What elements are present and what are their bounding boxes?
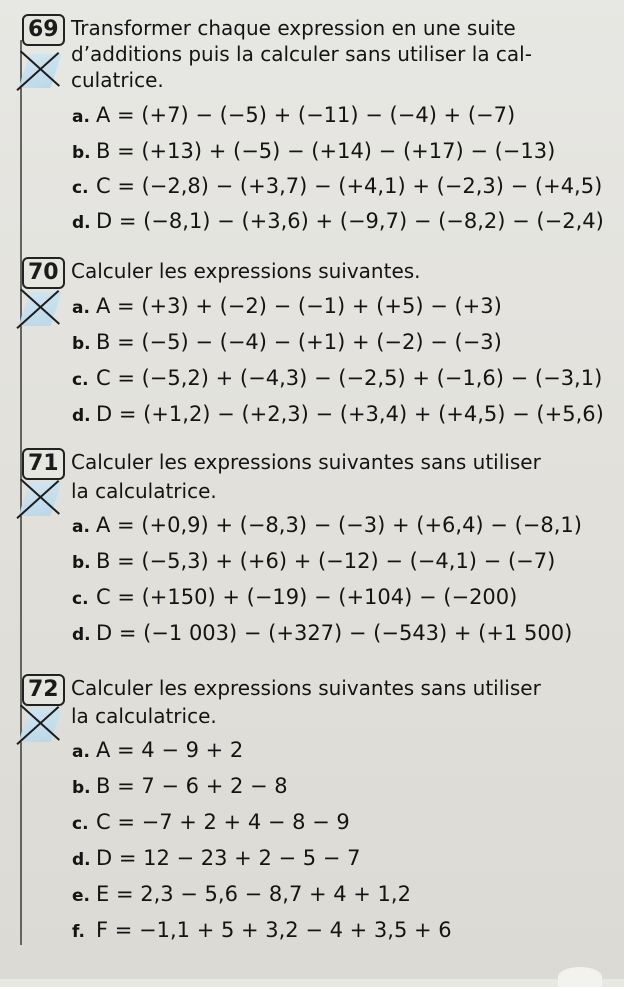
item-expression: D = (+1,2) − (+2,3) − (+3,4) + (+4,5) − (+5,6) bbox=[96, 402, 604, 426]
item-expression: B = (−5,3) + (+6) + (−12) − (−4,1) − (−7) bbox=[96, 549, 556, 573]
item-expression: F = −1,1 + 5 + 3,2 − 4 + 3,5 + 6 bbox=[96, 918, 452, 942]
exercise-72-item-c bbox=[72, 808, 350, 838]
item-label: b. bbox=[72, 778, 91, 798]
item-label: b. bbox=[72, 553, 91, 573]
exercise-72-item-b bbox=[72, 772, 288, 802]
exercise-69-instruction-line-1: Transformer chaque expression en une suite bbox=[71, 16, 516, 40]
item-label: d. bbox=[72, 406, 91, 426]
exercise-69-instruction-line-3: culatrice. bbox=[71, 68, 164, 92]
exercise-72-item-a bbox=[72, 736, 243, 766]
item-label: c. bbox=[72, 814, 89, 834]
exercise-69-item-a bbox=[72, 101, 515, 131]
exercise-70-item-a bbox=[72, 292, 502, 322]
item-expression: A = (+0,9) + (−8,3) − (−3) + (+6,4) − (−8,1) bbox=[96, 513, 582, 537]
exercise-71-item-d bbox=[72, 619, 572, 649]
exercise-72-instruction-line-1: Calculer les expressions suivantes sans utiliser bbox=[71, 676, 541, 700]
item-expression: B = (−5) − (−4) − (+1) + (−2) − (−3) bbox=[96, 330, 502, 354]
item-expression: E = 2,3 − 5,6 − 8,7 + 4 + 1,2 bbox=[96, 882, 411, 906]
exercise-72-item-d bbox=[72, 844, 360, 874]
difficulty-badge-icon bbox=[18, 706, 62, 746]
item-label: d. bbox=[72, 213, 91, 233]
item-label: d. bbox=[72, 850, 91, 870]
item-expression: B = 7 − 6 + 2 − 8 bbox=[96, 774, 288, 798]
exercise-72-item-f bbox=[72, 916, 452, 946]
item-expression: C = (−2,8) − (+3,7) − (+4,1) + (−2,3) − (+4,5) bbox=[96, 174, 603, 198]
item-expression: A = (+3) + (−2) − (−1) + (+5) − (+3) bbox=[96, 294, 502, 318]
exercise-71-item-a bbox=[72, 511, 582, 541]
item-label: c. bbox=[72, 589, 89, 609]
item-expression: C = (−5,2) + (−4,3) − (−2,5) + (−1,6) − (−3,1) bbox=[96, 366, 603, 390]
item-expression: B = (+13) + (−5) − (+14) − (+17) − (−13) bbox=[96, 139, 556, 163]
exercise-71-item-b bbox=[72, 547, 555, 577]
exercise-72-instruction-line-2: la calculatrice. bbox=[71, 704, 217, 728]
exercise-71-item-c bbox=[72, 583, 517, 613]
exercise-71-instruction-line-1: Calculer les expressions suivantes sans utiliser bbox=[71, 450, 541, 474]
exercise-70-item-b bbox=[72, 328, 502, 358]
item-label: b. bbox=[72, 143, 91, 163]
item-label: e. bbox=[72, 886, 90, 906]
item-label: d. bbox=[72, 625, 91, 645]
exercise-72-item-e bbox=[72, 880, 411, 910]
exercise-72-number: 72 bbox=[22, 674, 65, 706]
exercise-71-instruction-line-2: la calculatrice. bbox=[71, 479, 217, 503]
difficulty-badge-icon bbox=[18, 52, 62, 92]
difficulty-badge-icon bbox=[18, 290, 62, 330]
exercise-70-item-d bbox=[72, 400, 604, 430]
exercise-69-item-c bbox=[72, 172, 602, 202]
exercise-69-number: 69 bbox=[22, 14, 65, 46]
item-label: a. bbox=[72, 107, 90, 127]
item-expression: D = (−1 003) − (+327) − (−543) + (+1 500) bbox=[96, 621, 573, 645]
item-expression: C = (+150) + (−19) − (+104) − (−200) bbox=[96, 585, 518, 609]
item-label: f. bbox=[72, 922, 85, 942]
exercise-70-item-c bbox=[72, 364, 602, 394]
difficulty-badge-icon bbox=[18, 480, 62, 520]
exercise-69-item-b bbox=[72, 137, 555, 167]
exercise-70-number: 70 bbox=[22, 257, 65, 289]
item-expression: D = (−8,1) − (+3,6) + (−9,7) − (−8,2) − (−2,4) bbox=[96, 209, 604, 233]
exercise-71-number: 71 bbox=[22, 448, 65, 480]
item-label: a. bbox=[72, 298, 90, 318]
item-label: b. bbox=[72, 334, 91, 354]
item-expression: A = (+7) − (−5) + (−11) − (−4) + (−7) bbox=[96, 103, 516, 127]
exercise-69-item-d bbox=[72, 207, 604, 237]
item-label: a. bbox=[72, 517, 90, 537]
item-expression: A = 4 − 9 + 2 bbox=[96, 738, 244, 762]
item-label: c. bbox=[72, 178, 89, 198]
item-expression: C = −7 + 2 + 4 − 8 − 9 bbox=[96, 810, 350, 834]
item-label: c. bbox=[72, 370, 89, 390]
exercise-70-instruction-line-1: Calculer les expressions suivantes. bbox=[71, 259, 421, 283]
item-label: a. bbox=[72, 742, 90, 762]
page-corner-decoration bbox=[558, 967, 602, 987]
item-expression: D = 12 − 23 + 2 − 5 − 7 bbox=[96, 846, 361, 870]
exercise-69-instruction-line-2: d’additions puis la calculer sans utiliser la cal- bbox=[71, 42, 532, 66]
